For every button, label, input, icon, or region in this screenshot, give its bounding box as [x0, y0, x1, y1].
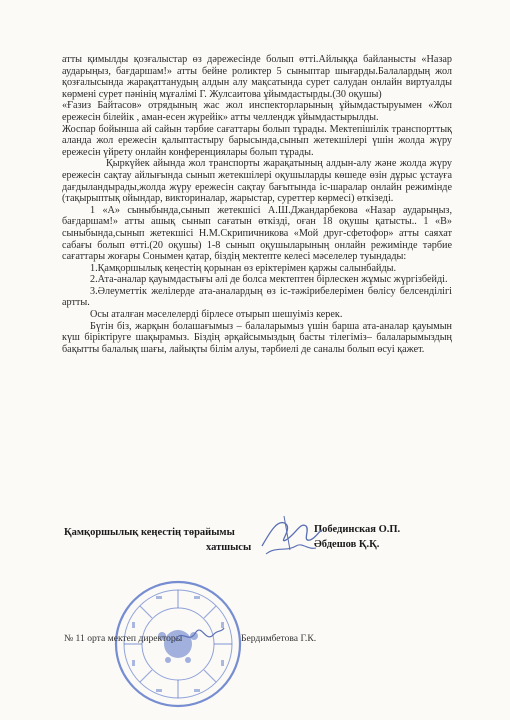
- issue-1: 1.Қамқоршылық кеңестің қорынан өз еріктерімен қаржы салынбайды.: [90, 262, 397, 274]
- paragraph-6: Осы аталған мәселелерді бірлесе отырып шешуіміз керек.: [90, 309, 343, 321]
- director-signature-icon: [170, 620, 226, 650]
- paragraph-1: атты қимылды қозғалыстар өз дәрежесінде болып өтті.Айлыққа байланысты «Назар аударыңыз, бағдаршам!» атты бейне роликтер 5 сыныптар шығарды.Балалардың жол қозғалысында жарақаттанудың алдын алу мақсатында сурет салудан онлайн виртуалды көрмені сурет пәнінің мұғалімі Г. Жулсаитова ұйымдастырды.(30 оқушы): [62, 54, 452, 100]
- paragraph-4: Қыркүйек айында жол транспорты жарақатының алдын-алу және жолда жүру ережесін сақтау айлығында сынып жетекшілері оқушыларды көшеде өзін дұрыс ұстауға дағдыландырады,жолда жүру ережесін сақтау бағытында іс-шаралар онлайн режимінде (тақырыптық ойындар, викториналар, жарыстар, суреттер көрмесі) өткізеді.: [62, 158, 452, 205]
- issue-3: 3.Әлеуметтік желілерде ата-аналардың өз іс-тәжірибелерімен бөлісу белсенділігі артты.: [62, 285, 452, 309]
- director-name: Бердимбетова Г.К.: [241, 633, 317, 644]
- paragraph-7: Бүгін біз, жарқын болашағымыз – балаларымыз үшін барша ата-аналар қауымын күш біріктіруге шақырамыз. Біздің әрқайсымыздың басты тілегіміз– балаларымыздың бақытты балалық шағы, лайықты білім алуы, тәрбиелі де саналы болып өсуі қажет.: [62, 320, 452, 355]
- secretary-name: Әбдешов Қ.Қ.: [314, 539, 380, 550]
- secretary-title: хатшысы: [206, 542, 252, 553]
- paragraph-5: 1 «А» сыныбында,сынып жетекшісі А.Ш.Джандарбекова «Назар аударыңыз, бағдаршам!» атты ашық сынып сағатын өткізді, оған 18 оқушы қатысты.. 1 «В» сыныбында,сынып жетекшісі Н.М.Скрипичникова «Мой друг-сфетофор» атты саяхат сабағы болып өтті.(20 оқушы) 1-8 сынып оқушыларының онлайн режимінде тәрбие сағаттары жоғары Сонымен қатар, біздің мектепте келесі мәселелер туындады:: [62, 204, 452, 263]
- director-title: № 11 орта мектеп директоры: [64, 633, 183, 644]
- issue-2: 2.Ата-аналар қауымдастығы әлі де болса мектептен бірлескен жұмыс жүргізбейді.: [90, 274, 448, 286]
- handwritten-signature-icon: [256, 510, 326, 560]
- chair-title: Қамқоршылық кеңестің төрайымы: [64, 527, 235, 538]
- document-body: [62, 54, 452, 355]
- chair-name: Побединская О.П.: [314, 524, 401, 535]
- paragraph-2: «Ғазиз Байтасов» отрядының жас жол инспекторларының ұйымдастыруымен «Жол ережесін білейік , аман-есен жүрейік» атты челлендж ұйымдастырылды.: [62, 100, 452, 123]
- paragraph-3: Жоспар бойынша ай сайын тәрбие сағаттары болып тұрады. Мектепішілік транспорттық аланда жол ережесін қалыптастыру барысында,сынып жетекшілері үшін жолда жүру ережесін үйрету онлайн конференциялары болып тұрады.: [62, 123, 452, 158]
